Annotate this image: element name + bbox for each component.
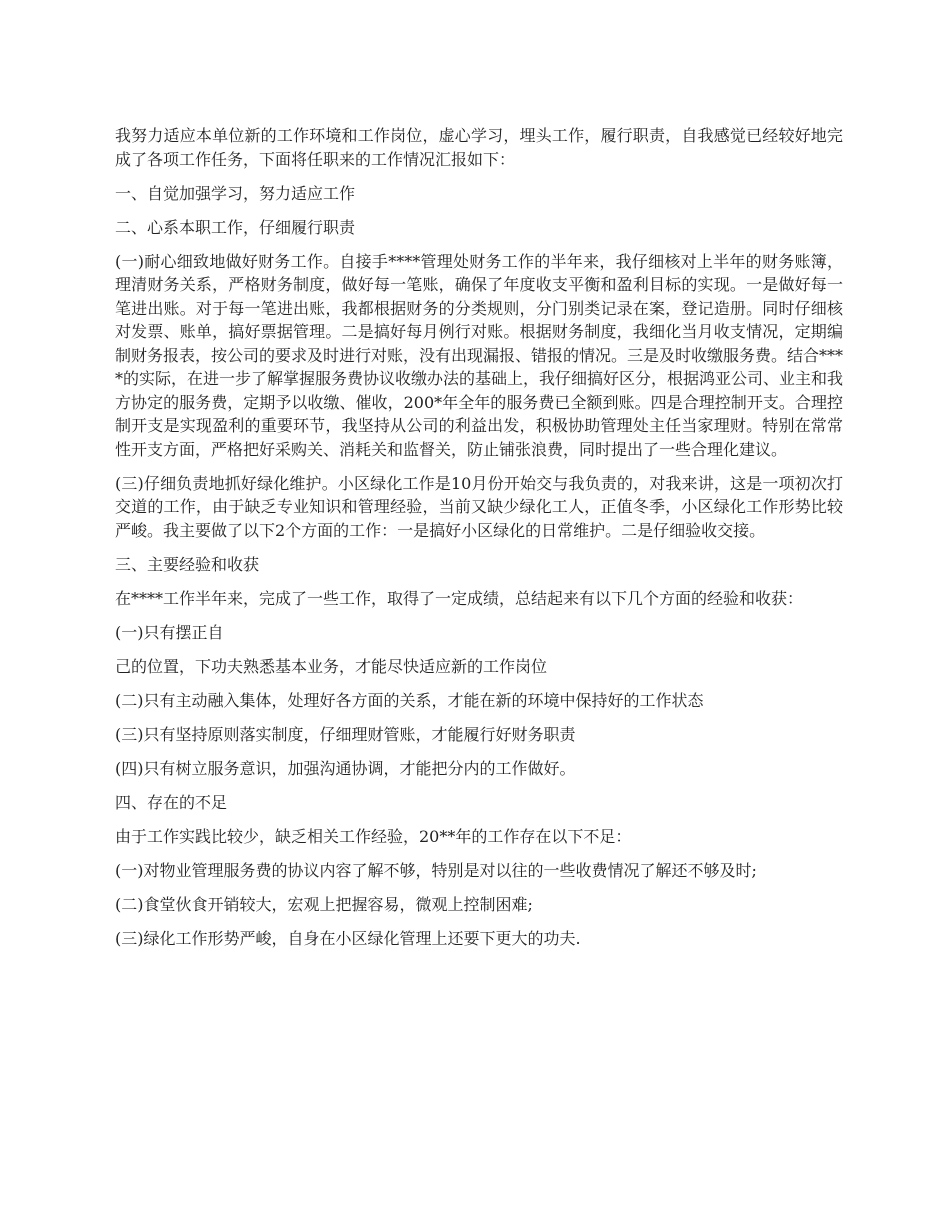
experience-item-4: (四)只有树立服务意识，加强沟通协调，才能把分内的工作做好。 <box>115 758 576 778</box>
experience-item-1b: 己的位置，下功夫熟悉基本业务，才能尽快适应新的工作岗位 <box>115 656 548 676</box>
section-heading-3: 三、主要经验和收获 <box>115 554 260 574</box>
experience-item-3: (三)只有坚持原则落实制度，仔细理财管账，才能履行好财务职责 <box>115 724 576 744</box>
greening-work-paragraph: (三)仔细负责地抓好绿化维护。小区绿化工作是10月份开始交与我负责的，对我来讲，这是一项初次打交道的工作，由于缺乏专业知识和管理经验，当前又缺少绿化工人，正值冬季，小区绿化工作形势比较严峻。我主要做了以下2个方面的工作：一是搞好小区绿化的日常维护。二是仔细验收交接。 <box>115 473 843 540</box>
shortcomings-intro-paragraph: 由于工作实践比较少，缺乏相关工作经验，20**年的工作存在以下不足： <box>115 826 632 846</box>
section-heading-4: 四、存在的不足 <box>115 792 228 812</box>
experience-intro-paragraph: 在****工作半年来，完成了一些工作，取得了一定成绩，总结起来有以下几个方面的经验和收获： <box>115 588 804 608</box>
shortcoming-item-1: (一)对物业管理服务费的协议内容了解不够，特别是对以往的一些收费情况了解还不够及时; <box>115 860 757 880</box>
shortcoming-item-3: (三)绿化工作形势严峻，自身在小区绿化管理上还要下更大的功夫. <box>115 928 581 948</box>
document-body <box>115 124 843 961</box>
intro-paragraph: 我努力适应本单位新的工作环境和工作岗位，虚心学习，埋头工作，履行职责，自我感觉已经较好地完成了各项工作任务，下面将任职来的工作情况汇报如下： <box>115 126 843 169</box>
experience-item-2: (二)只有主动融入集体，处理好各方面的关系，才能在新的环境中保持好的工作状态 <box>115 690 704 710</box>
finance-work-paragraph: (一)耐心细致地做好财务工作。自接手****管理处财务工作的半年来，我仔细核对上半年的财务账簿，理清财务关系，严格财务制度，做好每一笔账，确保了年度收支平衡和盈利目标的实现。一是做好每一笔进出账。对于每一笔进出账，我都根据财务的分类规则，分门别类记录在案，登记造册。同时仔细核对发票、账单，搞好票据管理。二是搞好每月例行对账。根据财务制度，我细化当月收支情况，定期编制财务报表，按公司的要求及时进行对账，没有出现漏报、错报的情况。三是及时收缴服务费。结合****的实际，在进一步了解掌握服务费协议收缴办法的基础上，我仔细搞好区分，根据鸿亚公司、业主和我方协定的服务费，定期予以收缴、催收，200*年全年的服务费已全额到账。四是合理控制开支。合理控制开支是实现盈利的重要环节，我坚持从公司的利益出发，积极协助管理处主任当家理财。特别在常常性开支方面，严格把好采购关、消耗关和监督关，防止铺张浪费，同时提出了一些合理化建议。 <box>115 251 844 459</box>
experience-item-1a: (一)只有摆正自 <box>115 622 224 642</box>
section-heading-2: 二、心系本职工作，仔细履行职责 <box>115 217 356 237</box>
section-heading-1: 一、自觉加强学习，努力适应工作 <box>115 183 356 203</box>
shortcoming-item-2: (二)食堂伙食开销较大，宏观上把握容易，微观上控制困难; <box>115 894 533 914</box>
